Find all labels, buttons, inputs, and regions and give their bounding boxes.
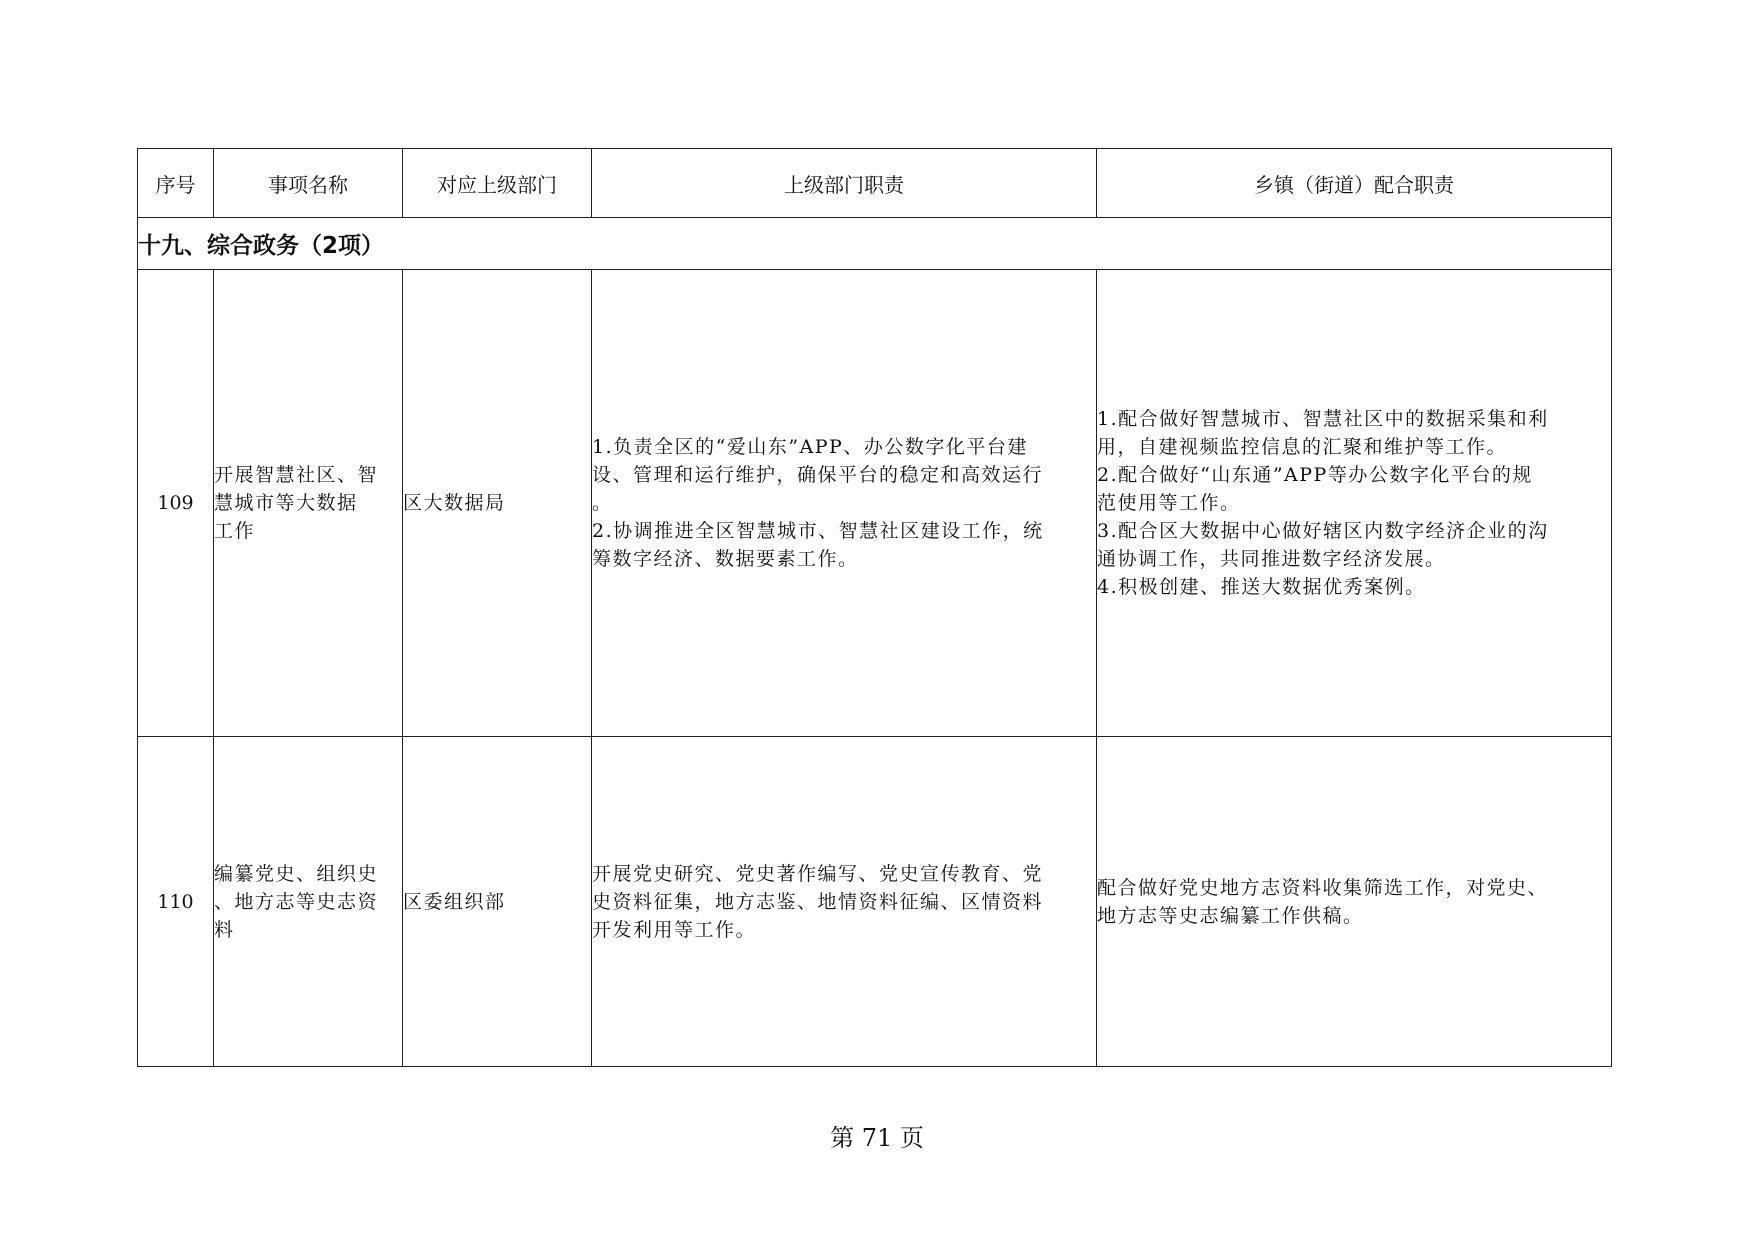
text-line: 3.配合区大数据中心做好辖区内数字经济企业的沟 xyxy=(1097,520,1549,542)
text-line: 料 xyxy=(214,918,235,941)
text-line: 2.配合做好“山东通”APP等办公数字化平台的规 xyxy=(1097,464,1533,486)
row-superior-dept: 区大数据局 xyxy=(403,270,592,737)
duty-table xyxy=(137,148,1612,1067)
row-item-name xyxy=(214,737,403,1067)
row-superior-duty xyxy=(592,270,1097,737)
text-line: 工作 xyxy=(214,520,256,542)
text-line: 用，自建视频监控信息的汇聚和维护等工作。 xyxy=(1097,436,1508,458)
table-row xyxy=(138,737,1612,1067)
row-seq: 110 xyxy=(138,737,214,1067)
header-item-name: 事项名称 xyxy=(214,149,403,218)
text-line: 开发利用等工作。 xyxy=(592,918,757,941)
row-item-name xyxy=(214,270,403,737)
text-line: 、地方志等史志资 xyxy=(214,890,379,913)
text-line: 筹数字经济、数据要素工作。 xyxy=(592,548,859,570)
text-line: 设、管理和运行维护，确保平台的稳定和高效运行 xyxy=(592,464,1044,486)
header-town-duty: 乡镇（街道）配合职责 xyxy=(1097,149,1612,218)
text-line: 。 xyxy=(592,492,613,514)
header-superior-dept: 对应上级部门 xyxy=(403,149,592,218)
row-town-duty xyxy=(1097,270,1612,737)
text-line: 开展智慧社区、智 xyxy=(214,464,379,486)
text-line: 开展党史研究、党史著作编写、党史宣传教育、党 xyxy=(592,862,1044,885)
text-line: 1.负责全区的“爱山东”APP、办公数字化平台建 xyxy=(592,436,1028,458)
header-superior-duty: 上级部门职责 xyxy=(592,149,1097,218)
text-line: 范使用等工作。 xyxy=(1097,492,1241,514)
row-town-duty xyxy=(1097,737,1612,1067)
text-line: 地方志等史志编纂工作供稿。 xyxy=(1097,904,1364,927)
text-line: 慧城市等大数据 xyxy=(214,492,358,514)
text-line: 史资料征集，地方志鉴、地情资料征编、区情资料 xyxy=(592,890,1044,913)
table-row xyxy=(138,270,1612,737)
row-superior-dept: 区委组织部 xyxy=(403,737,592,1067)
text-line: 2.协调推进全区智慧城市、智慧社区建设工作，统 xyxy=(592,520,1044,542)
header-seq: 序号 xyxy=(138,149,214,218)
text-line: 通协调工作，共同推进数字经济发展。 xyxy=(1097,548,1446,570)
text-line: 编纂党史、组织史 xyxy=(214,862,379,885)
row-seq: 109 xyxy=(138,270,214,737)
text-line: 配合做好党史地方志资料收集筛选工作，对党史、 xyxy=(1097,876,1549,899)
section-row xyxy=(138,218,1612,270)
page-number: 第 71 页 xyxy=(830,1124,924,1152)
header-row xyxy=(138,149,1612,218)
section-title: 十九、综合政务（2项） xyxy=(138,218,1612,270)
text-line: 4.积极创建、推送大数据优秀案例。 xyxy=(1097,576,1426,598)
row-superior-duty xyxy=(592,737,1097,1067)
text-line: 1.配合做好智慧城市、智慧社区中的数据采集和利 xyxy=(1097,408,1549,430)
